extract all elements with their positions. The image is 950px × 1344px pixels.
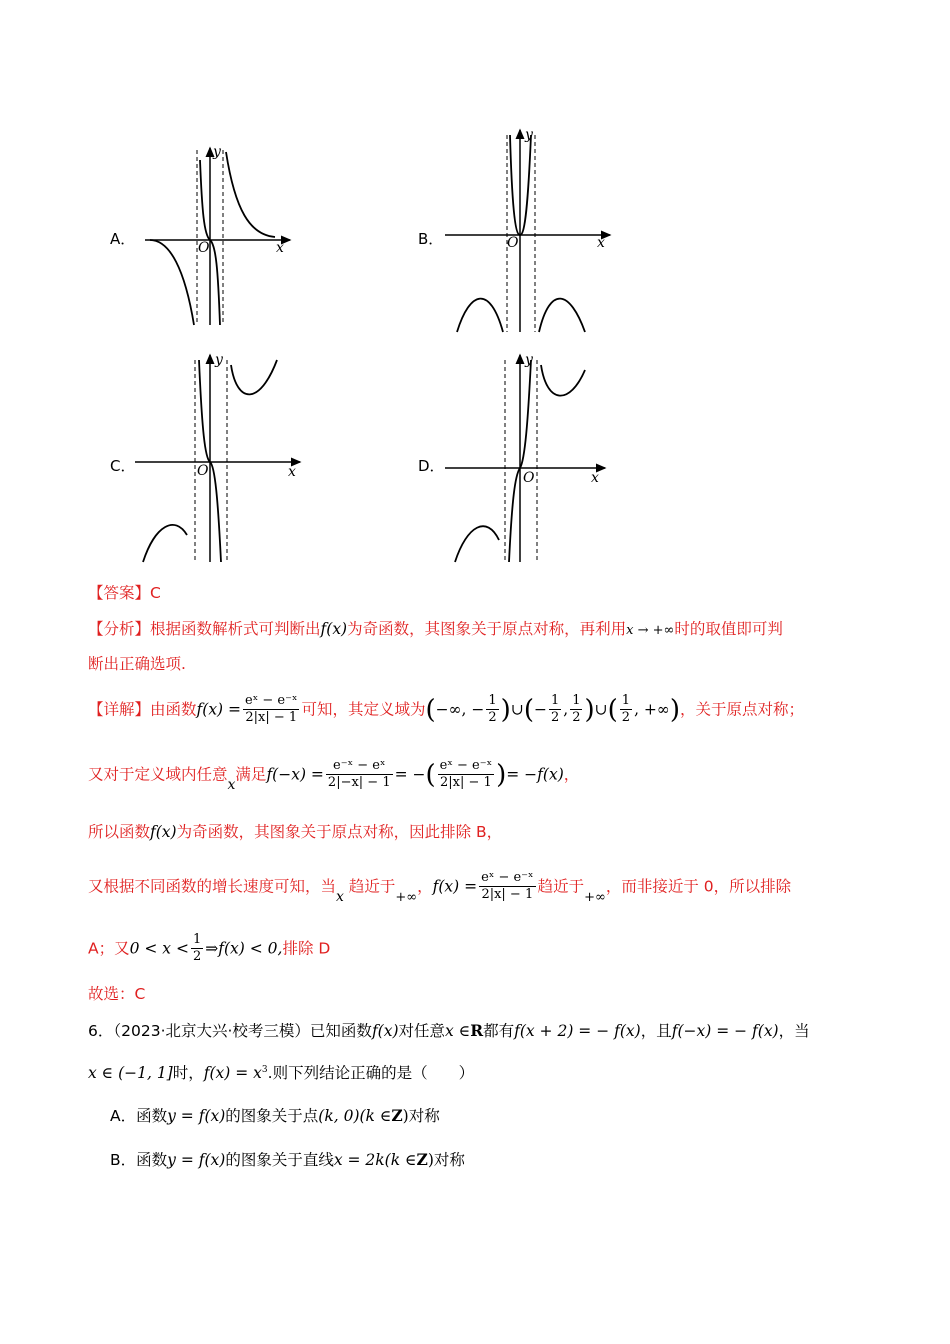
option-b-label: B． [418,230,444,248]
graph-c [135,350,305,565]
option-d-label: D． [418,457,445,475]
svg-text:x: x [591,470,599,486]
x-label: x [276,240,284,256]
graph-a [140,140,300,330]
svg-text:x: x [288,464,296,480]
svg-text:y: y [215,352,223,368]
question-line-1: 6．（2023·北京大兴·校考三模）已知函数f(x)对任意x ∈R都有f(x + 2) = − f(x)，且f(−x) = − f(x)，当 [88,1021,810,1040]
answer-line: 【答案】C [88,584,161,602]
analysis-line-1: 【分析】根据函数解析式可判断出f(x)为奇函数，其图象关于原点对称，再利用x → +∞时的取值即可判 [88,620,783,638]
option-c-label: C． [110,457,136,475]
origin-label: O [198,240,210,256]
svg-text:O: O [523,470,535,486]
option-a-label: A． [110,230,136,248]
detail-line-4: 又根据不同函数的增长速度可知，当x 趋近于+∞，f(x) = $\frac{\text{eˣ − e⁻ˣ}}{2|x| - 1}$ 趋近于+∞，而非接近于 0，所以排除 [88,870,792,906]
detail-line-1: 【详解】由函数f(x) = $\frac{\text{eˣ − e⁻ˣ}}{2|x| - 1}$ 可知，其定义域为(−∞, − $\frac{1}{2}$ )∪(− $\frac{1}{2}$ , $\frac{1}{2}$ )∪( $\frac{1}{2}$ , +∞)，关于原点对称； [88,693,805,726]
question-option-a[interactable]: A．函数y = f(x)的图象关于点(k, 0)(k ∈Z)对称 [110,1106,440,1125]
question-line-2: x ∈ (−1, 1]时，$f(x) = x^3$.则下列结论正确的是（ ） [88,1064,475,1083]
y-label: y [213,144,221,160]
graph-b [445,125,615,335]
svg-text:O: O [507,235,519,251]
svg-text:y: y [525,127,533,143]
detail-line-3: 所以函数f(x)为奇函数，其图象关于原点对称，因此排除 B， [88,823,503,841]
svg-text:x: x [597,235,605,251]
svg-text:y: y [525,352,533,368]
detail-line-2: 又对于定义域内任意x满足f(−x) = $\frac{\text{e⁻ˣ − eˣ}}{2|-x| - 1}$ = −( $\frac{\text{eˣ − e⁻ˣ}}{2|x| - 1}$ )= −f(x)， [88,758,580,794]
detail-line-5: A；又0 < x < $\frac{1}{2}$ ⇒f(x) < 0,排除 D [88,932,331,965]
graph-d [445,350,615,565]
analysis-line-2: 断出正确选项. [88,655,186,673]
svg-text:O: O [197,463,209,479]
question-option-b[interactable]: B．函数y = f(x)的图象关于直线x = 2k(k ∈Z)对称 [110,1150,465,1169]
detail-line-6: 故选：C [88,985,146,1003]
